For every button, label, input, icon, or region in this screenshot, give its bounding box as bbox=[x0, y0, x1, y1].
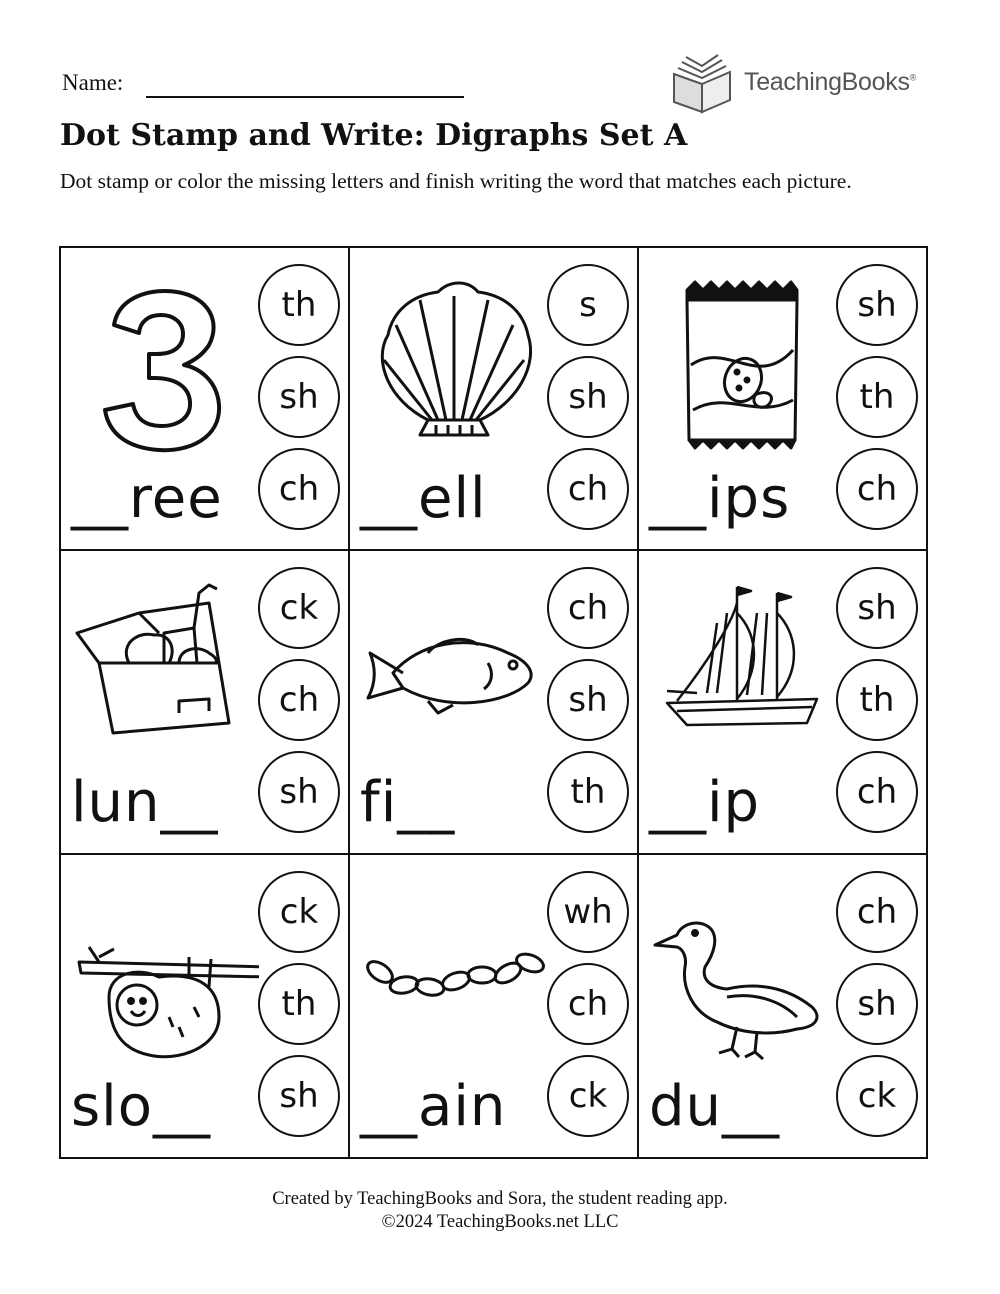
option-circle[interactable]: sh bbox=[836, 264, 918, 346]
option-circle[interactable]: ch bbox=[547, 567, 629, 649]
option-circle[interactable]: sh bbox=[836, 567, 918, 649]
open-book-icon bbox=[668, 54, 744, 118]
seashell-icon bbox=[358, 270, 548, 460]
option-circle[interactable]: s bbox=[547, 264, 629, 346]
footer bbox=[0, 1188, 1000, 1234]
activity-grid bbox=[59, 246, 928, 1159]
footer-credit: Created by TeachingBooks and Sora, the student reading app. bbox=[272, 1189, 728, 1209]
card-three bbox=[61, 248, 350, 551]
option-circle[interactable]: sh bbox=[547, 659, 629, 741]
page-title: Dot Stamp and Write: Digraphs Set A bbox=[60, 118, 688, 153]
footer-copyright: ©2024 TeachingBooks.net LLC bbox=[381, 1212, 619, 1232]
option-circle[interactable]: ch bbox=[836, 871, 918, 953]
card-duck bbox=[639, 855, 926, 1157]
option-circle[interactable]: th bbox=[258, 264, 340, 346]
option-circle[interactable]: ck bbox=[547, 1055, 629, 1137]
card-chain bbox=[350, 855, 639, 1157]
card-sloth bbox=[61, 855, 350, 1157]
chips-bag-icon bbox=[647, 270, 837, 460]
word-prompt: __ips bbox=[649, 466, 791, 531]
option-circle[interactable]: ck bbox=[258, 871, 340, 953]
teachingbooks-logo bbox=[668, 54, 938, 118]
word-prompt: du__ bbox=[649, 1074, 781, 1139]
number-three-icon bbox=[69, 270, 259, 460]
card-chips bbox=[639, 248, 926, 551]
fish-icon bbox=[358, 573, 548, 763]
option-circle[interactable]: sh bbox=[258, 356, 340, 438]
card-fish bbox=[350, 551, 639, 855]
word-prompt: slo__ bbox=[71, 1074, 211, 1139]
option-circle[interactable]: sh bbox=[258, 1055, 340, 1137]
word-prompt: lun__ bbox=[71, 770, 219, 835]
sloth-icon bbox=[69, 877, 259, 1067]
registered-mark: ® bbox=[909, 72, 916, 83]
option-circle[interactable]: wh bbox=[547, 871, 629, 953]
option-circle[interactable]: ch bbox=[258, 659, 340, 741]
option-circle[interactable]: ch bbox=[836, 751, 918, 833]
option-circle[interactable]: th bbox=[836, 356, 918, 438]
lunchbox-icon bbox=[69, 573, 259, 763]
option-circle[interactable]: th bbox=[547, 751, 629, 833]
option-circle[interactable]: sh bbox=[547, 356, 629, 438]
option-circle[interactable]: ch bbox=[836, 448, 918, 530]
card-ship bbox=[639, 551, 926, 855]
option-circle[interactable]: ck bbox=[836, 1055, 918, 1137]
duck-icon bbox=[647, 877, 837, 1067]
word-prompt: __ain bbox=[360, 1074, 507, 1139]
option-circle[interactable]: ch bbox=[547, 448, 629, 530]
card-lunch bbox=[61, 551, 350, 855]
option-circle[interactable]: sh bbox=[258, 751, 340, 833]
card-shell bbox=[350, 248, 639, 551]
option-circle[interactable]: th bbox=[258, 963, 340, 1045]
name-line[interactable] bbox=[146, 96, 464, 98]
word-prompt: fi__ bbox=[360, 770, 456, 835]
word-prompt: __ell bbox=[360, 466, 487, 531]
option-circle[interactable]: sh bbox=[836, 963, 918, 1045]
name-label: Name: bbox=[62, 70, 124, 95]
word-prompt: __ree bbox=[71, 466, 223, 531]
chain-icon bbox=[358, 877, 548, 1067]
option-circle[interactable]: ch bbox=[258, 448, 340, 530]
ship-icon bbox=[647, 573, 837, 763]
option-circle[interactable]: th bbox=[836, 659, 918, 741]
word-prompt: __ip bbox=[649, 770, 761, 835]
option-circle[interactable]: ch bbox=[547, 963, 629, 1045]
option-circle[interactable]: ck bbox=[258, 567, 340, 649]
logo-text: TeachingBooks bbox=[744, 68, 910, 96]
instructions: Dot stamp or color the missing letters and finish writing the word that matches each picture. bbox=[60, 169, 852, 193]
